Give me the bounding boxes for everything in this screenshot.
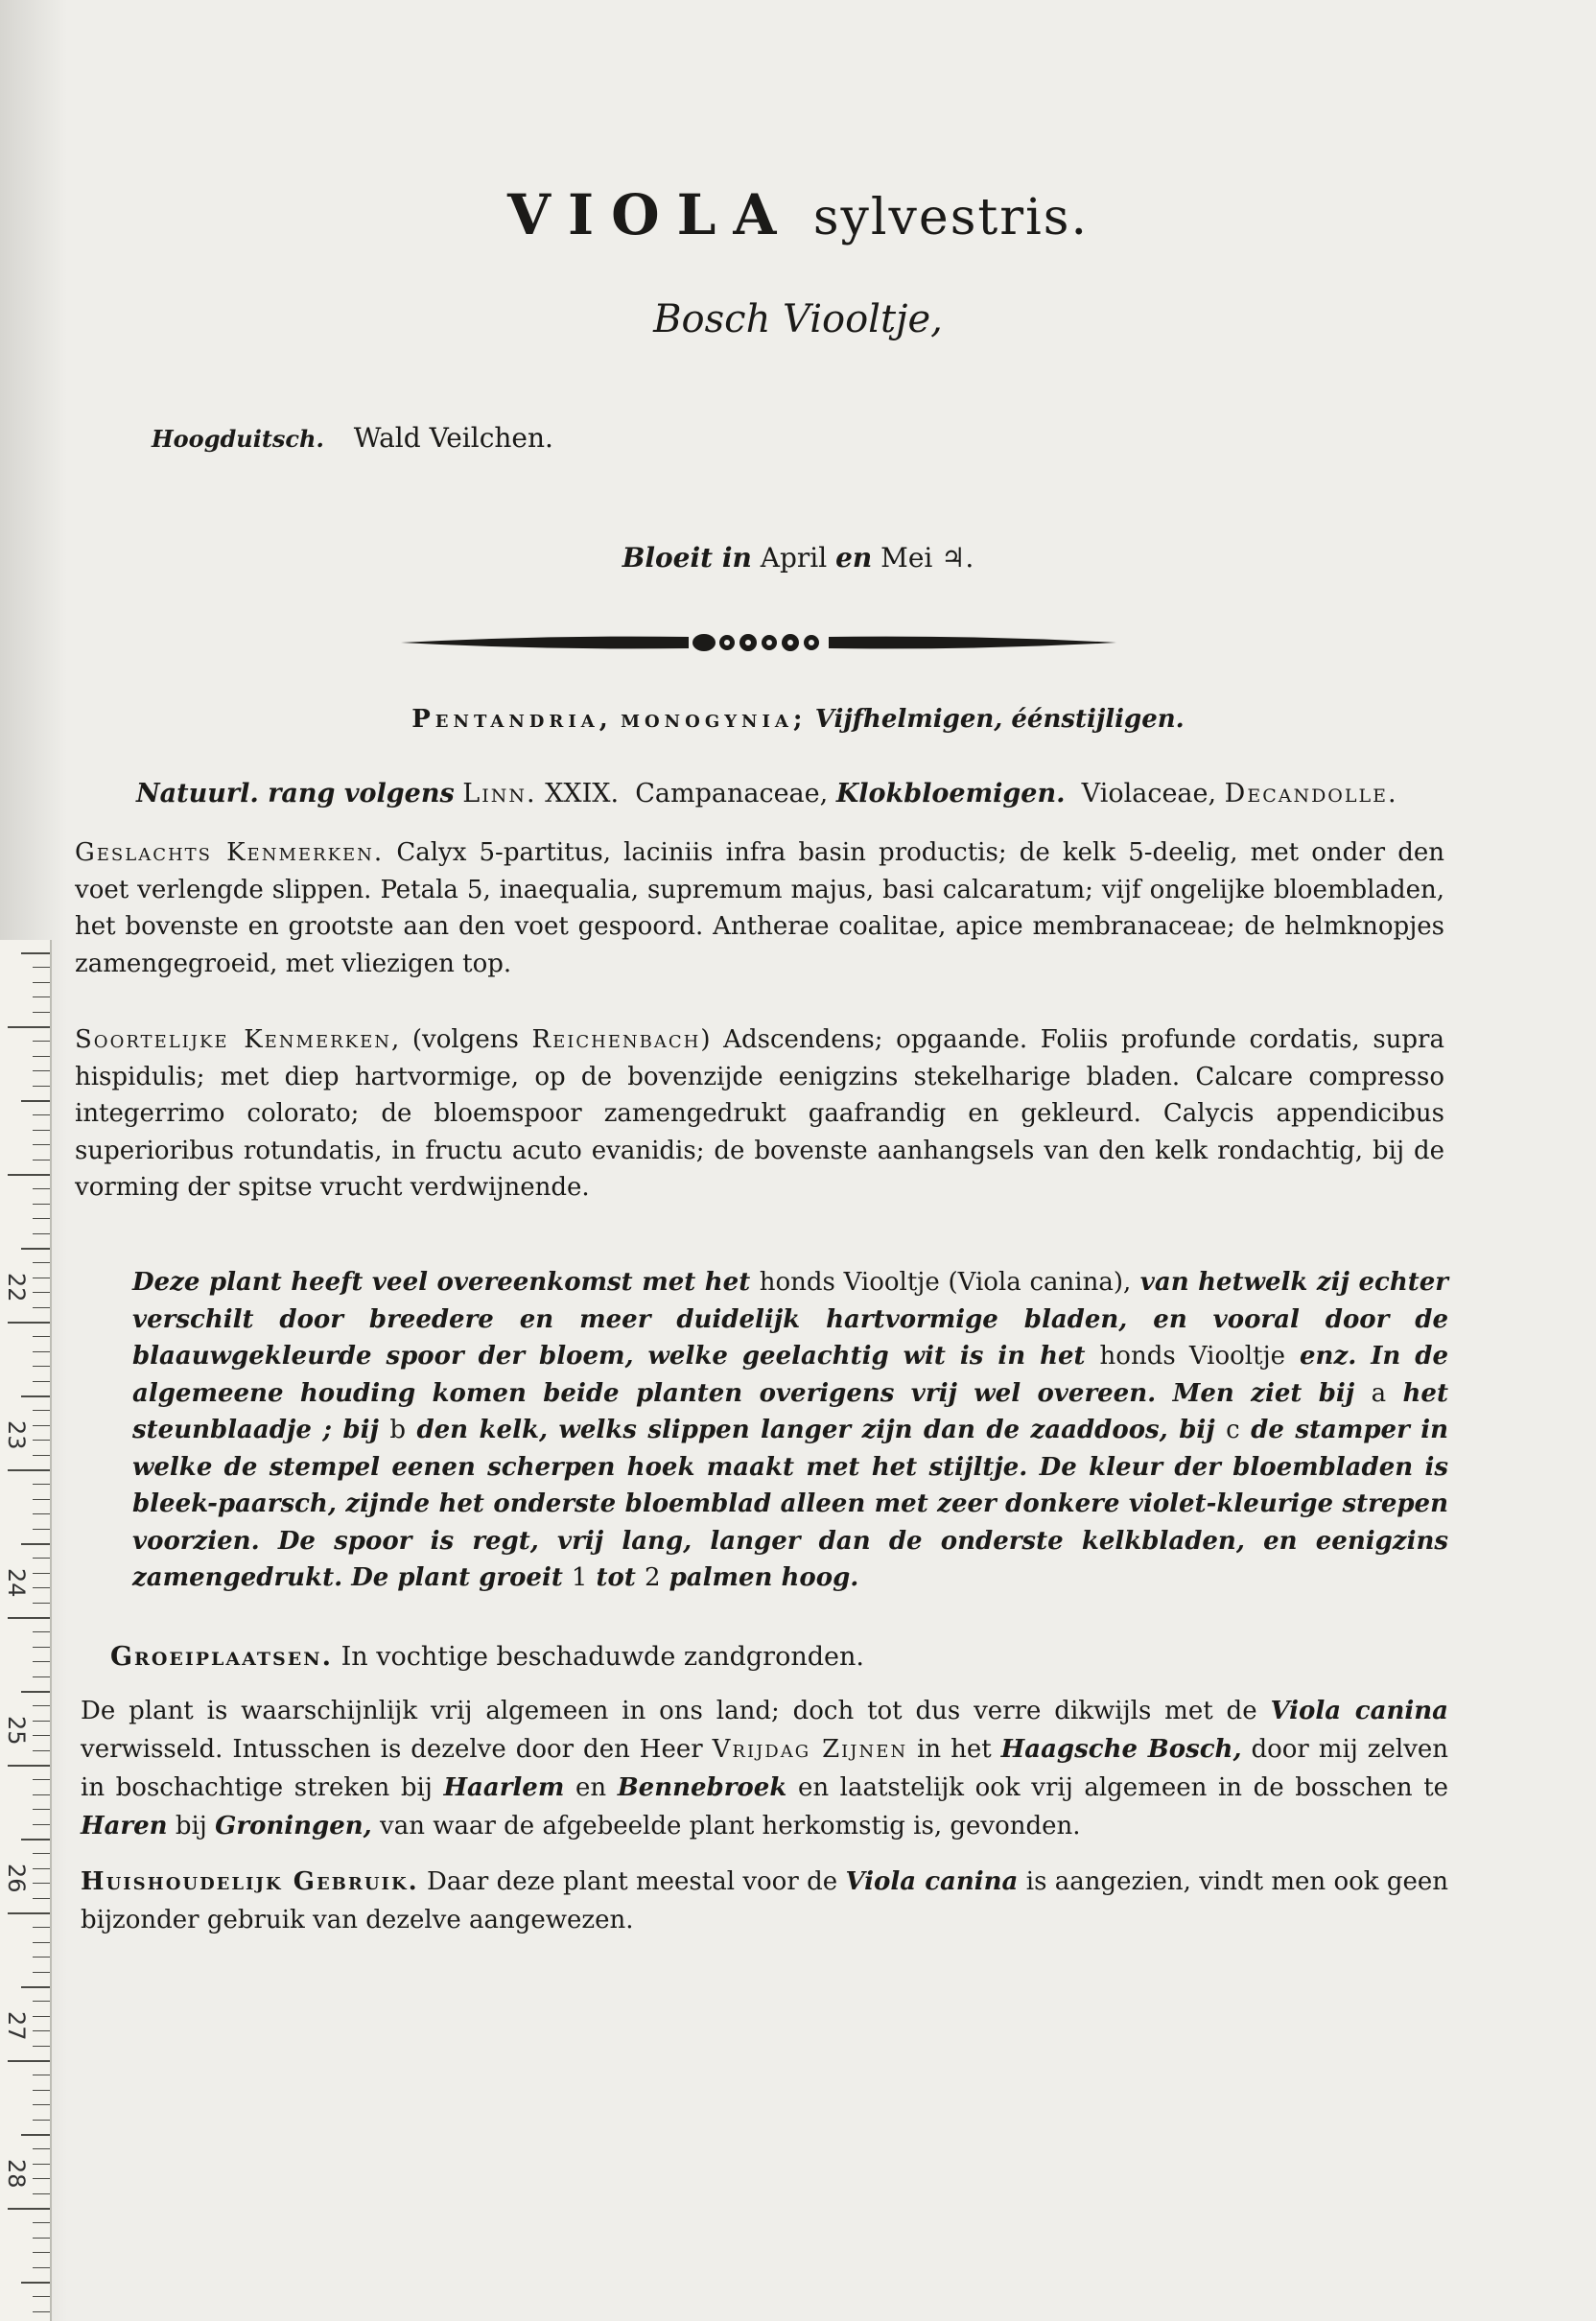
- genus-characters-heading: Geslachts Kenmerken.: [75, 838, 385, 867]
- habitat-heading: Groeiplaatsen.: [110, 1642, 333, 1672]
- distribution-place-4: Haren: [81, 1812, 168, 1840]
- bloom-month-1: April: [760, 542, 828, 574]
- note-roman-5: c: [1226, 1416, 1240, 1444]
- distribution-text-7: bij: [175, 1812, 207, 1840]
- linnaean-classification: [0, 705, 1596, 734]
- note-roman-6: 1: [571, 1563, 588, 1592]
- title-species: sylvestris.: [812, 189, 1089, 246]
- species-characters-text: ) Adscendens; opgaande. Foliis profunde cordatis, supra hispidulis; met diep hartvormige, op de bovenzijde eenigzins stekelharige bladen. Calcare compresso integerrimo colorato; de bloemspoor zamengedrukt gaafrandig en gekleurd. Calycis appendicibus superioribus rotundatis, in fructu acuto evanidis; de bovenste aanhangsels van den kelk rondachtig, bij de vorming der spitse vrucht verdwijnende.: [75, 1025, 1444, 1202]
- distribution-place-3: Bennebroek: [617, 1773, 787, 1802]
- note-text-5: den kelk, welks slippen langer zijn dan de zaaddoos, bij: [416, 1416, 1215, 1444]
- distribution-text-1: De plant is waarschijnlijk vrij algemeen in ons land; doch tot dus verre dikwijls met de: [81, 1697, 1257, 1725]
- habitat-line: [110, 1642, 864, 1672]
- distribution-person: Vrijdag Zijnen: [712, 1735, 908, 1764]
- household-use-heading: Huishoudelijk Gebruik.: [81, 1867, 419, 1896]
- note-roman-1: honds Viooltje (Viola canina),: [759, 1268, 1132, 1297]
- ruler-label: 24: [3, 1568, 30, 1598]
- distribution-place-2: Haarlem: [443, 1773, 565, 1802]
- german-language-label: Hoogduitsch.: [152, 425, 324, 453]
- rank-author: Linn.: [462, 779, 537, 809]
- dutch-common-name: Bosch Viooltje,: [653, 297, 943, 341]
- ruler-label: 22: [3, 1273, 30, 1302]
- note-roman-3: a: [1371, 1378, 1387, 1408]
- note-roman-4: b: [389, 1416, 406, 1444]
- rank-family: Campanaceae,: [635, 779, 829, 809]
- distribution-place-5: Groningen,: [215, 1812, 372, 1840]
- distribution-text-2: verwisseld. Intusschen is dezelve door den Heer: [81, 1735, 703, 1764]
- ruler-label: 26: [3, 1864, 30, 1893]
- household-text-1: Daar deze plant meestal voor de: [426, 1867, 838, 1896]
- note-text-8: palmen hoog.: [669, 1563, 859, 1592]
- note-text-1: Deze plant heeft veel overeenkomst met het: [132, 1268, 751, 1297]
- ruler-label: 27: [3, 2011, 30, 2041]
- household-species: Viola canina: [845, 1867, 1019, 1896]
- note-roman-2: honds Viooltje: [1099, 1342, 1286, 1371]
- note-text-6: de stamper in welke de stempel eenen scherpen hoek maakt met het stijltje. De kleur der bloembladen is bleek-paarsch, zijnde het onderste bloemblad alleen met zeer donkere violet-kleurige strepen voorzien. De spoor is regt, vrij lang, langer dan de onderste kelkbladen, en eenigzins zamengedrukt. De plant groeit: [132, 1416, 1448, 1592]
- classification-dutch: Vijfhelmigen, éénstijligen.: [814, 705, 1185, 734]
- species-characters-heading: Soortelijke Kenmerken: [75, 1025, 391, 1054]
- distribution-text-8: van waar de afgebeelde plant herkomstig is, gevonden.: [380, 1812, 1081, 1840]
- ruler-label: 23: [3, 1420, 30, 1450]
- german-name-line: [152, 422, 553, 454]
- german-name: Wald Veilchen.: [353, 422, 553, 454]
- distribution-text-3: in het: [917, 1735, 992, 1764]
- note-text-3: enz. In de algemeene houding komen beide planten overigens vrij wel overeen. Men ziet bij: [132, 1342, 1448, 1408]
- distribution-place-1: Haagsche Bosch,: [1000, 1735, 1242, 1764]
- ruler-label: 25: [3, 1716, 30, 1746]
- distribution-text-5: en: [575, 1773, 607, 1802]
- perennial-symbol: ♃.: [941, 542, 974, 574]
- rank-label: Natuurl. rang volgens: [136, 779, 455, 809]
- distribution-paragraph: [81, 1692, 1448, 1845]
- title-genus: VIOLA: [506, 182, 794, 247]
- bloom-conj: en: [835, 542, 873, 574]
- household-text-2: is aangezien, vindt men ook geen bijzonder gebruik van dezelve aangewezen.: [81, 1867, 1449, 1934]
- ornamental-divider: [401, 623, 1116, 662]
- bloom-month-2: Mei: [880, 542, 933, 574]
- genus-characters-paragraph: [75, 834, 1444, 982]
- note-roman-7: 2: [644, 1563, 661, 1592]
- distribution-species-1: Viola canina: [1270, 1697, 1448, 1725]
- note-text-4: het steunblaadje ; bij: [132, 1378, 1448, 1444]
- ruler-label: 28: [3, 2159, 30, 2189]
- genus-characters-text: Calyx 5-partitus, laciniis infra basin productis; de kelk 5-deelig, met onder den voet verlengde slippen. Petala 5, inaequalia, supremum majus, basi calcaratum; vijf ongelijke bloembladen, het bovenste en grootste aan den voet gespoord. Antherae coalitae, apice membranaceae; de helmknopjes zamengegroeid, met vliezigen top.: [75, 838, 1445, 978]
- species-source-prefix: , (volgens: [391, 1025, 519, 1054]
- page-title: [0, 182, 1596, 247]
- rank-family-2: Violaceae,: [1081, 779, 1217, 809]
- natural-rank-line: [136, 779, 1398, 809]
- comparison-note: [132, 1264, 1448, 1597]
- bloom-prefix: Bloeit in: [622, 542, 752, 574]
- species-source-author: Reichenbach: [531, 1025, 701, 1054]
- rank-number: XXIX.: [545, 779, 620, 809]
- order-name: monogynia;: [621, 705, 808, 734]
- rank-family-dutch: Klokbloemigen.: [835, 779, 1066, 809]
- rank-author-2: Decandolle.: [1224, 779, 1398, 809]
- distribution-text-4: door mij zelven in boschachtige streken bij: [81, 1735, 1449, 1802]
- class-name: Pentandria,: [411, 705, 613, 734]
- note-text-7: tot: [596, 1563, 636, 1592]
- household-use-paragraph: [81, 1863, 1448, 1939]
- note-text-2: van hetwelk zij echter verschilt door breedere en meer duidelijk hartvormige bladen, en vooral door de blaauwgekleurde spoor der bloem, welke geelachtig wit is in het: [132, 1268, 1448, 1371]
- distribution-text-6: en laatstelijk ook vrij algemeen in de bosschen te: [797, 1773, 1449, 1802]
- species-characters-paragraph: [75, 1021, 1444, 1207]
- bloom-period: [0, 542, 1596, 574]
- habitat-text: In vochtige beschaduwde zandgronden.: [340, 1642, 864, 1672]
